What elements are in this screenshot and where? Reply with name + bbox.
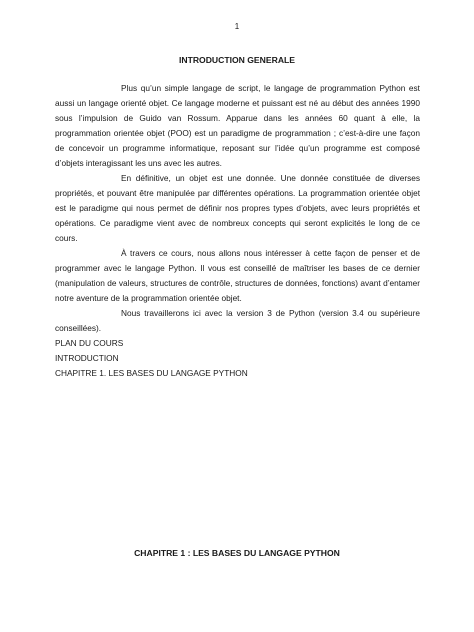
paragraph-course-goal: À travers ce cours, nous allons nous intéresser à cette façon de penser et de programmer avec le langage Python. Il vous est conseillé de maîtriser les bases de ce dernier (manipulation de valeurs, structures de contrôle, structures de données, fonctions) avant d’entamer notre aventure de la programmation orientée objet. bbox=[55, 248, 420, 303]
paragraph-definition: En définitive, un objet est une donnée. Une donnée constituée de diverses propriétés, et pouvant être manipulée par différentes opérations. La programmation orientée objet est le paradigme qui nous permet de définir nos propres types d’objets, avec leurs propriétés et opérations. Ce paradigme vient avec de nombreux concepts qui seront explicités le long de ce cours. bbox=[55, 173, 420, 243]
paragraph-python-version: Nous travaillerons ici avec la version 3 de Python (version 3.4 ou supérieure conseillées). bbox=[55, 308, 420, 333]
page-number: 1 bbox=[234, 22, 240, 31]
plan-item-introduction: INTRODUCTION bbox=[55, 353, 119, 363]
plan-heading: PLAN DU COURS bbox=[55, 338, 124, 348]
paragraph-intro: Plus qu’un simple langage de script, le langage de programmation Python est aussi un langage orienté objet. Ce langage moderne et puissant est né au début des années 1990 sous l’impulsion de Guido van Rossum. Apparue dans les années 60 quant à elle, la programmation orientée objet (POO) est un paradigme de programmation ; c’est-à-dire une façon de concevoir un programme informatique, reposant sur l’idée qu’un programme est composé d’objets interagissant les uns avec les autres. bbox=[55, 83, 420, 168]
page-title: INTRODUCTION GENERALE bbox=[178, 55, 295, 65]
chapter-heading: CHAPITRE 1 : LES BASES DU LANGAGE PYTHON bbox=[134, 548, 340, 558]
document-body bbox=[55, 81, 420, 381]
plan-item-chapter-1: CHAPITRE 1. LES BASES DU LANGAGE PYTHON bbox=[55, 368, 248, 378]
